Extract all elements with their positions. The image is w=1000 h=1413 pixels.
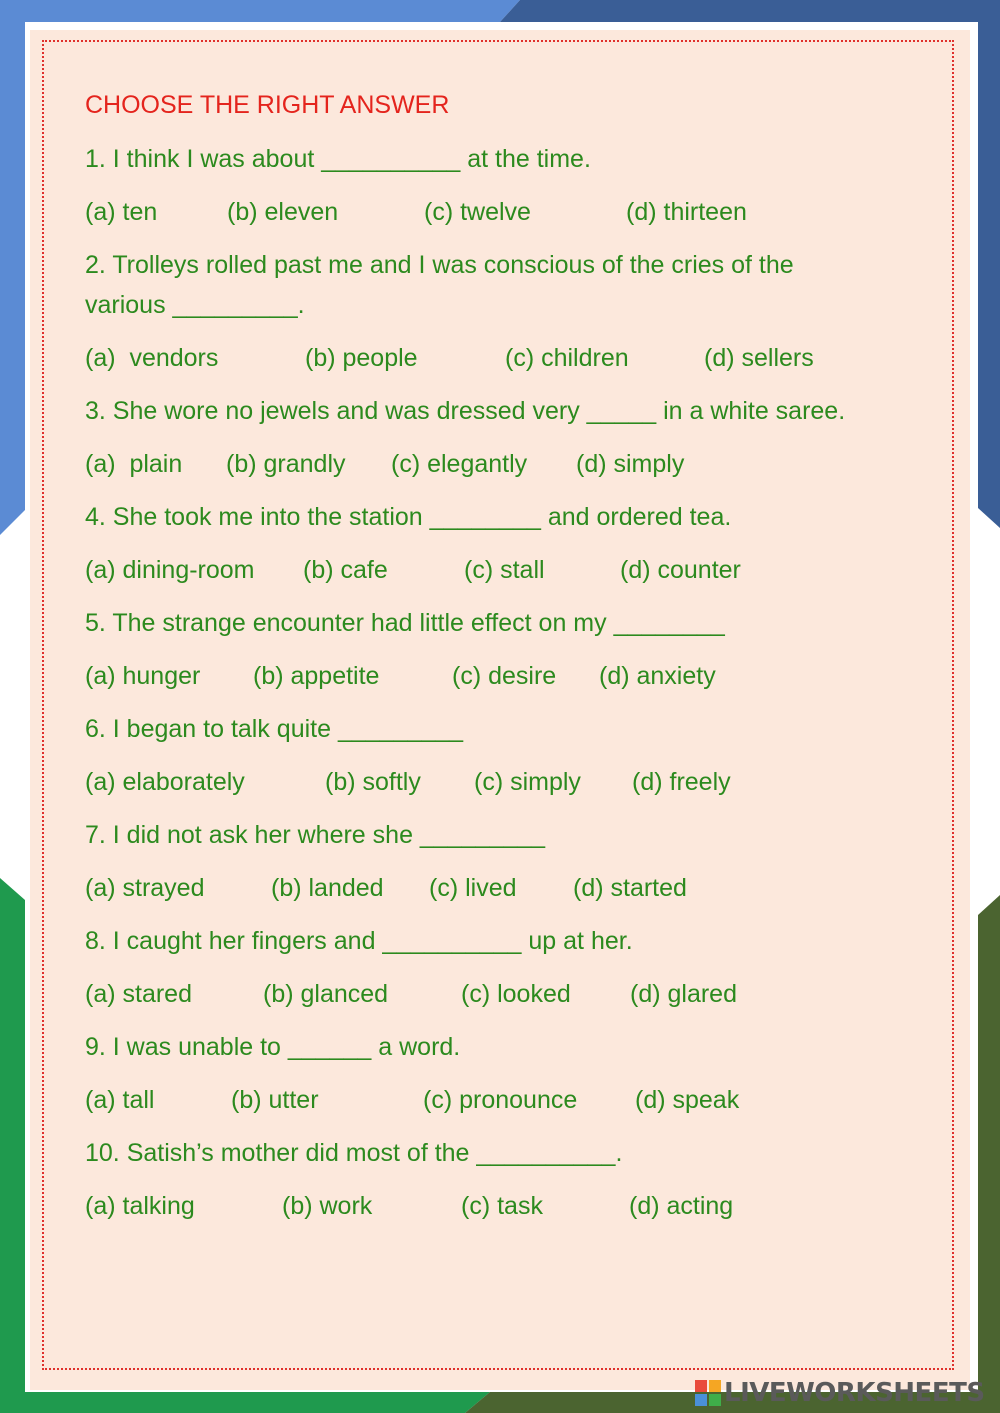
answer-option[interactable]: (c) twelve <box>424 198 531 226</box>
answer-option[interactable]: (c) pronounce <box>423 1086 578 1114</box>
answer-options <box>85 656 945 696</box>
answer-option[interactable]: (b) grandly <box>226 450 346 478</box>
question-text: 10. Satish’s mother did most of the __________. <box>85 1139 623 1167</box>
answer-option[interactable]: (b) glanced <box>263 980 389 1008</box>
answer-option[interactable]: (d) sellers <box>704 344 814 372</box>
answer-option[interactable]: (a) tall <box>85 1086 155 1114</box>
question-text: 5. The strange encounter had little effect on my ________ <box>85 609 725 637</box>
answer-option[interactable]: (b) appetite <box>253 662 380 690</box>
answer-option[interactable]: (b) people <box>305 344 418 372</box>
answer-option[interactable]: (a) elaborately <box>85 768 245 796</box>
answer-option[interactable]: (d) anxiety <box>599 662 716 690</box>
answer-option[interactable]: (a) ten <box>85 198 158 226</box>
answer-option[interactable]: (a) vendors <box>85 344 219 372</box>
question-text: 8. I caught her fingers and __________ up at her. <box>85 927 633 955</box>
worksheet-content <box>85 86 945 1239</box>
question-text: 2. Trolleys rolled past me and I was conscious of the cries of the <box>85 251 794 279</box>
question-7 <box>85 815 945 855</box>
question-list <box>85 139 945 1226</box>
answer-options <box>85 1080 945 1120</box>
question-text: 1. I think I was about __________ at the time. <box>85 145 591 173</box>
answer-option[interactable]: (b) work <box>282 1192 373 1220</box>
answer-options <box>85 1186 945 1226</box>
answer-options <box>85 868 945 908</box>
answer-option[interactable]: (d) speak <box>635 1086 740 1114</box>
answer-options <box>85 550 945 590</box>
answer-option[interactable]: (c) lived <box>429 874 517 902</box>
question-text: 9. I was unable to ______ a word. <box>85 1033 461 1061</box>
answer-option[interactable]: (c) elegantly <box>391 450 528 478</box>
worksheet-title: CHOOSE THE RIGHT ANSWER <box>85 91 450 119</box>
answer-option[interactable]: (b) utter <box>231 1086 319 1114</box>
answer-option[interactable]: (a) strayed <box>85 874 205 902</box>
question-10 <box>85 1133 945 1173</box>
answer-options <box>85 444 945 484</box>
answer-option[interactable]: (c) children <box>505 344 629 372</box>
answer-option[interactable]: (d) thirteen <box>626 198 747 226</box>
question-6 <box>85 709 945 749</box>
answer-option[interactable]: (c) simply <box>474 768 581 796</box>
question-text: 3. She wore no jewels and was dressed very _____ in a white saree. <box>85 397 846 425</box>
answer-option[interactable]: (a) plain <box>85 450 183 478</box>
liveworksheets-logo <box>695 1376 985 1410</box>
question-5 <box>85 603 945 643</box>
question-1 <box>85 139 945 179</box>
answer-option[interactable]: (d) freely <box>632 768 731 796</box>
liveworksheets-logo-icon <box>695 1380 721 1406</box>
question-9 <box>85 1027 945 1067</box>
answer-options <box>85 762 945 802</box>
question-3 <box>85 391 945 431</box>
question-2 <box>85 245 945 325</box>
question-text: 6. I began to talk quite _________ <box>85 715 464 743</box>
answer-option[interactable]: (d) acting <box>629 1192 734 1220</box>
answer-option[interactable]: (c) stall <box>464 556 545 584</box>
answer-option[interactable]: (b) softly <box>325 768 421 796</box>
answer-options <box>85 974 945 1014</box>
answer-option[interactable]: (b) eleven <box>227 198 339 226</box>
answer-option[interactable]: (d) counter <box>620 556 741 584</box>
question-4 <box>85 497 945 537</box>
answer-option[interactable]: (b) landed <box>271 874 384 902</box>
answer-option[interactable]: (c) desire <box>452 662 557 690</box>
question-text: 7. I did not ask her where she _________ <box>85 821 546 849</box>
answer-option[interactable]: (b) cafe <box>303 556 388 584</box>
question-text: various _________. <box>85 291 305 319</box>
answer-option[interactable]: (a) stared <box>85 980 192 1008</box>
answer-option[interactable]: (a) dining-room <box>85 556 255 584</box>
answer-options <box>85 338 945 378</box>
answer-option[interactable]: (c) task <box>461 1192 543 1220</box>
answer-option[interactable]: (d) glared <box>630 980 737 1008</box>
answer-options <box>85 192 945 232</box>
answer-option[interactable]: (d) started <box>573 874 687 902</box>
liveworksheets-logo-text: LIVEWORKSHEETS <box>724 1378 985 1408</box>
question-8 <box>85 921 945 961</box>
answer-option[interactable]: (d) simply <box>576 450 685 478</box>
answer-option[interactable]: (a) hunger <box>85 662 201 690</box>
question-text: 4. She took me into the station ________ and ordered tea. <box>85 503 732 531</box>
answer-option[interactable]: (a) talking <box>85 1192 195 1220</box>
answer-option[interactable]: (c) looked <box>461 980 571 1008</box>
